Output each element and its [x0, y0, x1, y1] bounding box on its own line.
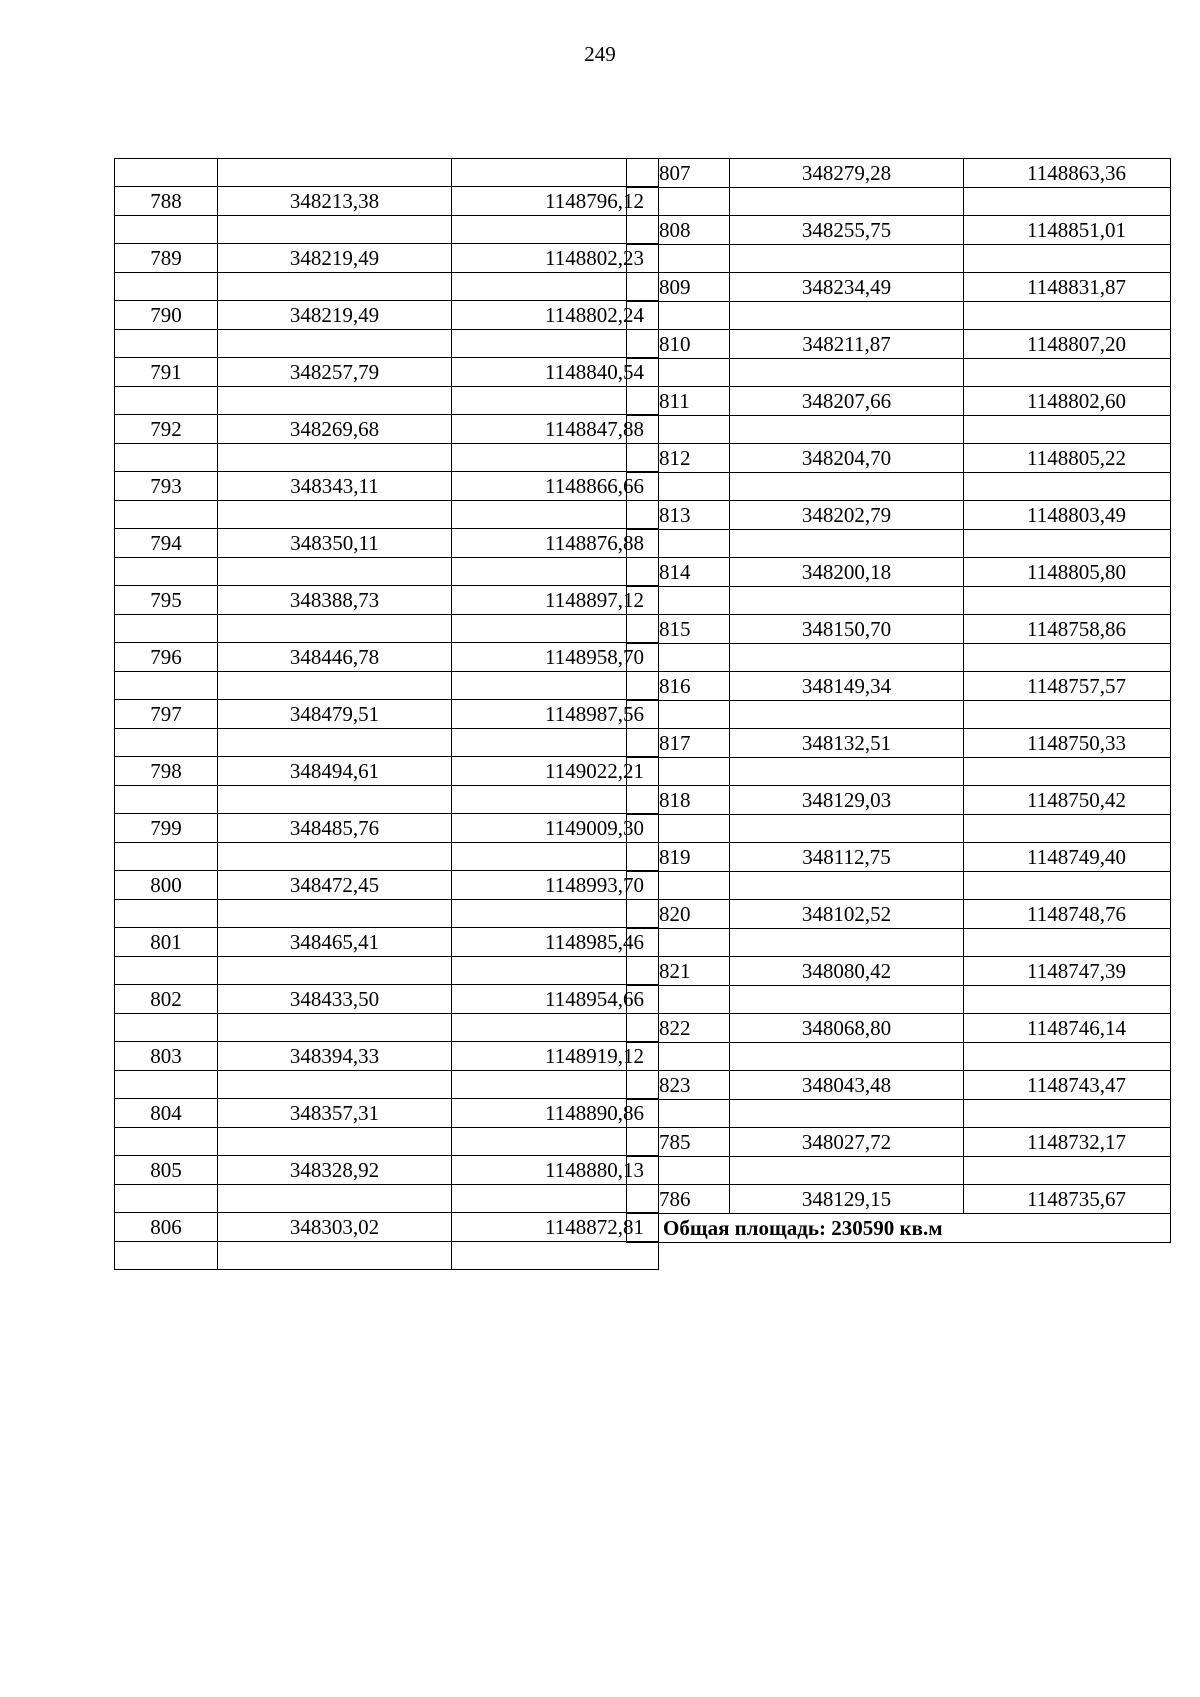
point-number-cell: 788	[115, 187, 218, 216]
point-number-cell	[627, 359, 730, 387]
table-row	[115, 558, 659, 586]
point-number-cell: 810	[627, 330, 730, 359]
y-coordinate-cell: 1148758,86	[964, 615, 1171, 644]
y-coordinate-cell	[964, 302, 1171, 330]
point-number-cell: 822	[627, 1014, 730, 1043]
y-coordinate-cell: 1148831,87	[964, 273, 1171, 302]
table-row	[115, 387, 659, 415]
point-number-cell: 786	[627, 1185, 730, 1214]
x-coordinate-cell: 348234,49	[730, 273, 964, 302]
x-coordinate-cell: 348494,61	[218, 757, 452, 786]
table-row	[115, 757, 659, 786]
y-coordinate-cell: 1148743,47	[964, 1071, 1171, 1100]
table-row	[627, 1100, 1171, 1128]
table-row	[115, 900, 659, 928]
table-row	[627, 672, 1171, 701]
table-row	[115, 159, 659, 187]
y-coordinate-cell	[964, 1157, 1171, 1185]
x-coordinate-cell	[218, 387, 452, 415]
x-coordinate-cell: 348485,76	[218, 814, 452, 843]
point-number-cell	[115, 786, 218, 814]
point-number-cell: 791	[115, 358, 218, 387]
total-area-label: Общая площадь: 230590 кв.м	[627, 1214, 1171, 1243]
left-coordinates-table	[114, 158, 659, 1270]
table-row	[627, 273, 1171, 302]
table-row	[115, 444, 659, 472]
point-number-cell	[115, 729, 218, 757]
table-row	[627, 558, 1171, 587]
point-number-cell: 820	[627, 900, 730, 929]
table-row	[115, 957, 659, 985]
point-number-cell: 794	[115, 529, 218, 558]
point-number-cell	[627, 530, 730, 558]
table-row	[115, 415, 659, 444]
point-number-cell: 790	[115, 301, 218, 330]
x-coordinate-cell: 348202,79	[730, 501, 964, 530]
x-coordinate-cell	[730, 986, 964, 1014]
table-row	[627, 957, 1171, 986]
point-number-cell: 802	[115, 985, 218, 1014]
point-number-cell	[627, 1100, 730, 1128]
point-number-cell: 807	[627, 159, 730, 188]
table-row	[627, 159, 1171, 188]
y-coordinate-cell: 1148735,67	[964, 1185, 1171, 1214]
x-coordinate-cell	[218, 216, 452, 244]
x-coordinate-cell	[730, 1043, 964, 1071]
table-row	[115, 301, 659, 330]
table-row	[115, 786, 659, 814]
point-number-cell: 815	[627, 615, 730, 644]
point-number-cell: 812	[627, 444, 730, 473]
x-coordinate-cell: 348279,28	[730, 159, 964, 188]
point-number-cell: 803	[115, 1042, 218, 1071]
point-number-cell: 816	[627, 672, 730, 701]
x-coordinate-cell: 348129,03	[730, 786, 964, 815]
right-coordinates-table	[626, 158, 1171, 1243]
table-row	[627, 1157, 1171, 1185]
x-coordinate-cell	[218, 1014, 452, 1042]
x-coordinate-cell: 348132,51	[730, 729, 964, 758]
y-coordinate-cell: 1148802,60	[964, 387, 1171, 416]
point-number-cell: 798	[115, 757, 218, 786]
table-row	[115, 1242, 659, 1270]
y-coordinate-cell: 1148757,57	[964, 672, 1171, 701]
x-coordinate-cell	[730, 473, 964, 501]
y-coordinate-cell: 1149009,30	[452, 814, 659, 843]
y-coordinate-cell	[964, 758, 1171, 786]
y-coordinate-cell: 1148807,20	[964, 330, 1171, 359]
y-coordinate-cell	[964, 986, 1171, 1014]
point-number-cell	[627, 701, 730, 729]
x-coordinate-cell: 348211,87	[730, 330, 964, 359]
y-coordinate-cell: 1148863,36	[964, 159, 1171, 188]
point-number-cell: 819	[627, 843, 730, 872]
point-number-cell: 806	[115, 1213, 218, 1242]
table-row	[115, 1014, 659, 1042]
table-row	[115, 1213, 659, 1242]
point-number-cell	[115, 1128, 218, 1156]
x-coordinate-cell: 348207,66	[730, 387, 964, 416]
x-coordinate-cell	[218, 729, 452, 757]
x-coordinate-cell	[730, 359, 964, 387]
point-number-cell	[115, 387, 218, 415]
y-coordinate-cell: 1148805,22	[964, 444, 1171, 473]
y-coordinate-cell: 1148750,42	[964, 786, 1171, 815]
table-row	[115, 358, 659, 387]
x-coordinate-cell	[218, 900, 452, 928]
x-coordinate-cell	[730, 302, 964, 330]
table-row	[627, 587, 1171, 615]
x-coordinate-cell: 348068,80	[730, 1014, 964, 1043]
table-row	[115, 586, 659, 615]
x-coordinate-cell: 348129,15	[730, 1185, 964, 1214]
y-coordinate-cell: 1148748,76	[964, 900, 1171, 929]
table-row	[627, 729, 1171, 758]
total-area-row	[627, 1214, 1171, 1243]
y-coordinate-cell: 1148985,46	[452, 928, 659, 957]
table-row	[627, 501, 1171, 530]
x-coordinate-cell	[730, 815, 964, 843]
y-coordinate-cell	[964, 1043, 1171, 1071]
point-number-cell	[115, 159, 218, 187]
y-coordinate-cell: 1148750,33	[964, 729, 1171, 758]
x-coordinate-cell: 348219,49	[218, 301, 452, 330]
table-row	[115, 672, 659, 700]
point-number-cell: 795	[115, 586, 218, 615]
point-number-cell: 805	[115, 1156, 218, 1185]
x-coordinate-cell	[218, 786, 452, 814]
table-row	[115, 928, 659, 957]
table-row	[115, 700, 659, 729]
y-coordinate-cell	[964, 587, 1171, 615]
y-coordinate-cell: 1148890,86	[452, 1099, 659, 1128]
y-coordinate-cell: 1148993,70	[452, 871, 659, 900]
table-row	[115, 273, 659, 301]
table-row	[627, 444, 1171, 473]
point-number-cell: 823	[627, 1071, 730, 1100]
point-number-cell	[627, 188, 730, 216]
x-coordinate-cell: 348328,92	[218, 1156, 452, 1185]
x-coordinate-cell: 348388,73	[218, 586, 452, 615]
table-row	[627, 416, 1171, 444]
x-coordinate-cell: 348213,38	[218, 187, 452, 216]
point-number-cell	[115, 957, 218, 985]
table-row	[115, 216, 659, 244]
table-row	[627, 188, 1171, 216]
x-coordinate-cell: 348204,70	[730, 444, 964, 473]
y-coordinate-cell: 1148747,39	[964, 957, 1171, 986]
y-coordinate-cell: 1148840,54	[452, 358, 659, 387]
y-coordinate-cell	[964, 1100, 1171, 1128]
y-coordinate-cell	[964, 929, 1171, 957]
table-row	[627, 786, 1171, 815]
y-coordinate-cell: 1149022,21	[452, 757, 659, 786]
x-coordinate-cell	[218, 501, 452, 529]
x-coordinate-cell: 348479,51	[218, 700, 452, 729]
x-coordinate-cell	[730, 758, 964, 786]
table-row	[115, 643, 659, 672]
y-coordinate-cell: 1148880,13	[452, 1156, 659, 1185]
table-row	[115, 529, 659, 558]
point-number-cell	[627, 815, 730, 843]
table-row	[115, 871, 659, 900]
point-number-cell: 809	[627, 273, 730, 302]
y-coordinate-cell: 1148803,49	[964, 501, 1171, 530]
x-coordinate-cell: 348149,34	[730, 672, 964, 701]
y-coordinate-cell: 1148749,40	[964, 843, 1171, 872]
table-row	[115, 187, 659, 216]
table-row	[115, 1156, 659, 1185]
table-row	[627, 330, 1171, 359]
point-number-cell	[115, 1071, 218, 1099]
point-number-cell: 799	[115, 814, 218, 843]
point-number-cell	[627, 758, 730, 786]
point-number-cell	[115, 501, 218, 529]
table-row	[627, 1185, 1171, 1214]
x-coordinate-cell: 348102,52	[730, 900, 964, 929]
x-coordinate-cell: 348219,49	[218, 244, 452, 273]
point-number-cell	[115, 843, 218, 871]
x-coordinate-cell: 348303,02	[218, 1213, 452, 1242]
x-coordinate-cell	[218, 957, 452, 985]
table-row	[115, 1071, 659, 1099]
point-number-cell	[115, 1014, 218, 1042]
table-row	[115, 729, 659, 757]
y-coordinate-cell: 1148954,66	[452, 985, 659, 1014]
point-number-cell: 797	[115, 700, 218, 729]
x-coordinate-cell: 348433,50	[218, 985, 452, 1014]
x-coordinate-cell: 348080,42	[730, 957, 964, 986]
y-coordinate-cell	[964, 473, 1171, 501]
table-row	[627, 302, 1171, 330]
table-row	[627, 1071, 1171, 1100]
x-coordinate-cell	[218, 843, 452, 871]
x-coordinate-cell	[730, 929, 964, 957]
table-row	[115, 330, 659, 358]
point-number-cell	[627, 1157, 730, 1185]
y-coordinate-cell	[964, 359, 1171, 387]
point-number-cell	[627, 473, 730, 501]
x-coordinate-cell: 348043,48	[730, 1071, 964, 1100]
point-number-cell: 801	[115, 928, 218, 957]
table-row	[115, 843, 659, 871]
table-row	[115, 472, 659, 501]
y-coordinate-cell: 1148802,24	[452, 301, 659, 330]
x-coordinate-cell: 348200,18	[730, 558, 964, 587]
x-coordinate-cell	[218, 1128, 452, 1156]
table-row	[627, 900, 1171, 929]
point-number-cell	[115, 558, 218, 586]
point-number-cell	[627, 1043, 730, 1071]
point-number-cell	[627, 644, 730, 672]
point-number-cell	[115, 330, 218, 358]
point-number-cell: 804	[115, 1099, 218, 1128]
y-coordinate-cell	[964, 872, 1171, 900]
x-coordinate-cell	[730, 587, 964, 615]
table-row	[115, 1128, 659, 1156]
x-coordinate-cell: 348343,11	[218, 472, 452, 501]
point-number-cell: 811	[627, 387, 730, 416]
table-row	[627, 929, 1171, 957]
point-number-cell: 789	[115, 244, 218, 273]
x-coordinate-cell: 348472,45	[218, 871, 452, 900]
table-row	[115, 244, 659, 273]
x-coordinate-cell: 348112,75	[730, 843, 964, 872]
table-row	[115, 1099, 659, 1128]
point-number-cell: 800	[115, 871, 218, 900]
y-coordinate-cell: 1148866,66	[452, 472, 659, 501]
x-coordinate-cell	[218, 273, 452, 301]
point-number-cell	[115, 273, 218, 301]
x-coordinate-cell: 348150,70	[730, 615, 964, 644]
x-coordinate-cell	[730, 416, 964, 444]
x-coordinate-cell: 348357,31	[218, 1099, 452, 1128]
point-number-cell: 792	[115, 415, 218, 444]
y-coordinate-cell	[964, 530, 1171, 558]
point-number-cell	[627, 986, 730, 1014]
x-coordinate-cell: 348027,72	[730, 1128, 964, 1157]
point-number-cell	[115, 216, 218, 244]
y-coordinate-cell: 1148872,81	[452, 1213, 659, 1242]
table-row	[627, 245, 1171, 273]
x-coordinate-cell	[730, 1157, 964, 1185]
table-row	[115, 1185, 659, 1213]
point-number-cell	[627, 872, 730, 900]
x-coordinate-cell	[218, 672, 452, 700]
y-coordinate-cell: 1148732,17	[964, 1128, 1171, 1157]
table-row	[627, 615, 1171, 644]
point-number-cell: 796	[115, 643, 218, 672]
y-coordinate-cell: 1148805,80	[964, 558, 1171, 587]
x-coordinate-cell	[730, 872, 964, 900]
point-number-cell	[115, 672, 218, 700]
x-coordinate-cell: 348269,68	[218, 415, 452, 444]
y-coordinate-cell	[964, 815, 1171, 843]
point-number-cell	[115, 1185, 218, 1213]
x-coordinate-cell: 348257,79	[218, 358, 452, 387]
point-number-cell	[627, 302, 730, 330]
y-coordinate-cell: 1148897,12	[452, 586, 659, 615]
y-coordinate-cell	[964, 701, 1171, 729]
y-coordinate-cell: 1148851,01	[964, 216, 1171, 245]
x-coordinate-cell	[730, 1100, 964, 1128]
point-number-cell: 793	[115, 472, 218, 501]
x-coordinate-cell	[218, 159, 452, 187]
point-number-cell: 818	[627, 786, 730, 815]
table-row	[627, 644, 1171, 672]
point-number-cell	[627, 416, 730, 444]
point-number-cell	[115, 444, 218, 472]
point-number-cell	[627, 245, 730, 273]
x-coordinate-cell: 348350,11	[218, 529, 452, 558]
y-coordinate-cell: 1148796,12	[452, 187, 659, 216]
y-coordinate-cell: 1148987,56	[452, 700, 659, 729]
table-row	[627, 701, 1171, 729]
table-row	[627, 1014, 1171, 1043]
point-number-cell: 808	[627, 216, 730, 245]
table-row	[627, 843, 1171, 872]
table-row	[627, 359, 1171, 387]
point-number-cell	[627, 587, 730, 615]
y-coordinate-cell	[964, 245, 1171, 273]
point-number-cell: 813	[627, 501, 730, 530]
y-coordinate-cell: 1148919,12	[452, 1042, 659, 1071]
x-coordinate-cell	[730, 644, 964, 672]
y-coordinate-cell: 1148876,88	[452, 529, 659, 558]
table-row	[627, 530, 1171, 558]
point-number-cell	[115, 615, 218, 643]
table-row	[627, 387, 1171, 416]
x-coordinate-cell	[218, 444, 452, 472]
table-row	[115, 1042, 659, 1071]
y-coordinate-cell	[964, 188, 1171, 216]
table-row	[627, 216, 1171, 245]
x-coordinate-cell	[218, 330, 452, 358]
x-coordinate-cell	[218, 1071, 452, 1099]
x-coordinate-cell	[218, 615, 452, 643]
table-row	[627, 758, 1171, 786]
point-number-cell: 817	[627, 729, 730, 758]
y-coordinate-cell: 1148958,70	[452, 643, 659, 672]
point-number-cell: 821	[627, 957, 730, 986]
x-coordinate-cell	[218, 1185, 452, 1213]
x-coordinate-cell: 348446,78	[218, 643, 452, 672]
point-number-cell: 785	[627, 1128, 730, 1157]
y-coordinate-cell: 1148847,88	[452, 415, 659, 444]
x-coordinate-cell	[730, 530, 964, 558]
y-coordinate-cell: 1148802,23	[452, 244, 659, 273]
y-coordinate-cell: 1148746,14	[964, 1014, 1171, 1043]
table-row	[627, 1043, 1171, 1071]
table-row	[115, 615, 659, 643]
x-coordinate-cell	[218, 1242, 452, 1270]
page-number: 249	[584, 42, 616, 66]
y-coordinate-cell	[964, 644, 1171, 672]
point-number-cell	[115, 1242, 218, 1270]
x-coordinate-cell	[730, 245, 964, 273]
y-coordinate-cell	[452, 1242, 659, 1270]
x-coordinate-cell: 348394,33	[218, 1042, 452, 1071]
table-row	[115, 501, 659, 529]
table-row	[115, 814, 659, 843]
x-coordinate-cell: 348255,75	[730, 216, 964, 245]
point-number-cell	[115, 900, 218, 928]
table-row	[627, 473, 1171, 501]
table-row	[627, 986, 1171, 1014]
table-row	[627, 872, 1171, 900]
table-row	[627, 815, 1171, 843]
y-coordinate-cell	[964, 416, 1171, 444]
table-row	[627, 1128, 1171, 1157]
x-coordinate-cell	[730, 188, 964, 216]
table-row	[115, 985, 659, 1014]
x-coordinate-cell	[730, 701, 964, 729]
x-coordinate-cell	[218, 558, 452, 586]
x-coordinate-cell: 348465,41	[218, 928, 452, 957]
point-number-cell: 814	[627, 558, 730, 587]
point-number-cell	[627, 929, 730, 957]
